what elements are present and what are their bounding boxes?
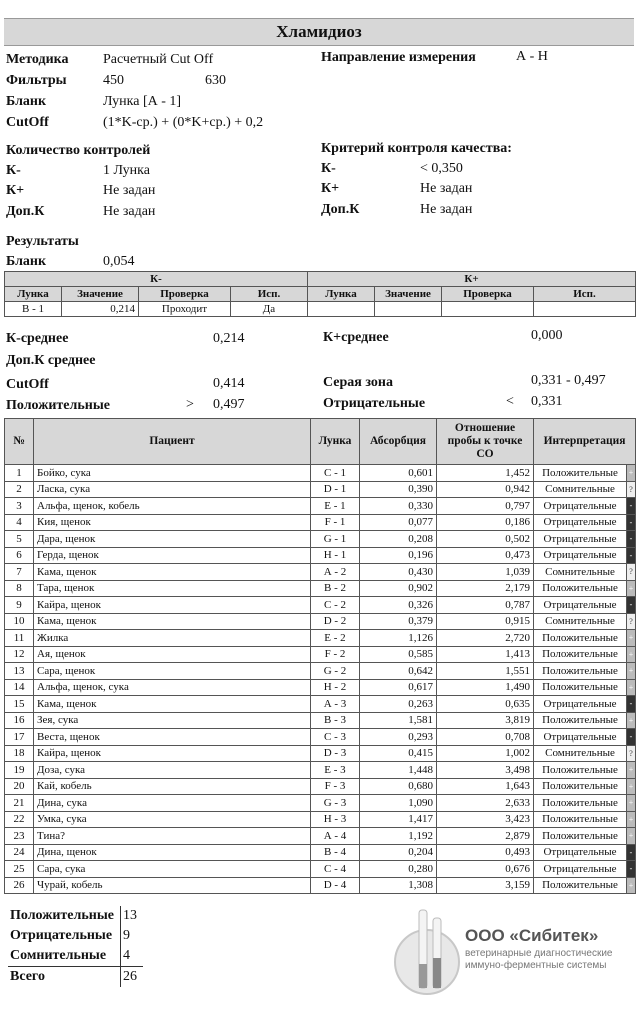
row-interpretation: Положительные (534, 877, 627, 894)
row-well: В - 3 (311, 712, 360, 729)
control-row (5, 302, 636, 317)
row-well: Н - 2 (311, 679, 360, 696)
kplus-avg-value: 0,000 (531, 328, 563, 343)
col-interpretation: Интерпретация (534, 419, 636, 465)
row-patient: Зея, сука (34, 712, 311, 729)
table-row (5, 861, 636, 878)
row-absorbance: 0,585 (360, 646, 437, 663)
company-tagline-2: иммуно-ферментные системы (465, 960, 607, 971)
method-value: Расчетный Cut Off (103, 52, 214, 67)
row-interpretation-indicator: - (627, 861, 636, 878)
row-patient: Ая, щенок (34, 646, 311, 663)
row-absorbance: 0,902 (360, 580, 437, 597)
qc-dopk-label: Доп.К (321, 202, 360, 217)
col-used-kplus: Исп. (534, 287, 636, 302)
row-interpretation-indicator: + (627, 811, 636, 828)
row-ratio: 0,915 (437, 613, 534, 630)
control-group-kplus: К+ (308, 272, 636, 287)
results-table-body (5, 465, 636, 894)
direction-value: А - Н (516, 49, 548, 64)
row-patient: Герда, щенок (34, 547, 311, 564)
row-interpretation: Сомнительные (534, 613, 627, 630)
company-name: ООО «Сибитек» (465, 926, 599, 945)
table-row (5, 844, 636, 861)
row-patient: Альфа, щенок, сука (34, 679, 311, 696)
row-well: В - 4 (311, 844, 360, 861)
summary-table (8, 906, 143, 987)
gray-zone-label: Серая зона (323, 375, 393, 390)
row-well: G - 2 (311, 663, 360, 680)
row-interpretation: Положительные (534, 795, 627, 812)
table-row (5, 630, 636, 647)
row-interpretation: Отрицательные (534, 498, 627, 515)
row-ratio: 1,452 (437, 465, 534, 482)
row-patient: Кама, щенок (34, 564, 311, 581)
row-well: С - 3 (311, 729, 360, 746)
results-heading: Результаты (6, 234, 79, 249)
row-absorbance: 0,196 (360, 547, 437, 564)
row-absorbance: 0,326 (360, 597, 437, 614)
row-interpretation-indicator: - (627, 729, 636, 746)
row-absorbance: 0,379 (360, 613, 437, 630)
row-absorbance: 0,601 (360, 465, 437, 482)
qc-kplus-label: К+ (321, 181, 340, 196)
row-ratio: 0,502 (437, 531, 534, 548)
row-well: D - 2 (311, 613, 360, 630)
stats-cutoff-label: CutOff (6, 377, 49, 392)
row-interpretation: Отрицательные (534, 844, 627, 861)
row-interpretation-indicator: ? (627, 613, 636, 630)
row-ratio: 1,413 (437, 646, 534, 663)
row-interpretation: Положительные (534, 663, 627, 680)
row-well: А - 2 (311, 564, 360, 581)
row-absorbance: 1,090 (360, 795, 437, 812)
row-interpretation-indicator: + (627, 828, 636, 845)
blank-label: Бланк (6, 94, 47, 109)
summary-pos-label: Положительные (10, 908, 114, 923)
row-patient: Сара, щенок (34, 663, 311, 680)
table-row (5, 597, 636, 614)
summary-pos-value: 13 (121, 906, 144, 926)
table-row (5, 498, 636, 515)
row-interpretation: Положительные (534, 811, 627, 828)
row-patient: Сара, сука (34, 861, 311, 878)
row-patient: Кама, щенок (34, 696, 311, 713)
filter-1-value: 450 (103, 73, 124, 88)
row-number: 1 (5, 465, 34, 482)
row-interpretation-indicator: - (627, 844, 636, 861)
row-well: С - 4 (311, 861, 360, 878)
row-absorbance: 0,415 (360, 745, 437, 762)
row-ratio: 0,676 (437, 861, 534, 878)
row-absorbance: 0,642 (360, 663, 437, 680)
row-patient: Дина, щенок (34, 844, 311, 861)
row-ratio: 2,633 (437, 795, 534, 812)
table-row (5, 795, 636, 812)
row-interpretation: Отрицательные (534, 696, 627, 713)
row-number: 20 (5, 778, 34, 795)
kplus-label: К+ (6, 183, 25, 198)
positive-threshold-label: Положительные (6, 398, 110, 413)
row-interpretation-indicator: - (627, 514, 636, 531)
row-well: Н - 3 (311, 811, 360, 828)
row-number: 22 (5, 811, 34, 828)
table-row (5, 531, 636, 548)
row-number: 9 (5, 597, 34, 614)
row-patient: Кама, щенок (34, 613, 311, 630)
row-well: F - 3 (311, 778, 360, 795)
row-number: 24 (5, 844, 34, 861)
row-interpretation-indicator: + (627, 795, 636, 812)
row-patient: Жилка (34, 630, 311, 647)
summary-neg-label: Отрицательные (10, 928, 113, 943)
negative-threshold-sign: < (506, 394, 514, 409)
row-patient: Дина, сука (34, 795, 311, 812)
row-patient: Доза, сука (34, 762, 311, 779)
cutoff-formula: (1*K-ср.) + (0*K+ср.) + 0,2 (103, 115, 264, 130)
row-interpretation-indicator: ? (627, 564, 636, 581)
summary-neg-value: 9 (121, 926, 144, 946)
cutoff-label: CutOff (6, 115, 49, 130)
table-row (5, 580, 636, 597)
table-row (5, 778, 636, 795)
col-value-kminus: Значение (62, 287, 139, 302)
row-interpretation-indicator: - (627, 498, 636, 515)
table-row (5, 877, 636, 894)
row-well: С - 2 (311, 597, 360, 614)
row-interpretation-indicator: ? (627, 481, 636, 498)
row-ratio: 1,039 (437, 564, 534, 581)
row-interpretation-indicator: + (627, 762, 636, 779)
row-number: 4 (5, 514, 34, 531)
gray-zone-value: 0,331 - 0,497 (531, 373, 606, 388)
method-label: Методика (6, 52, 69, 67)
row-interpretation-indicator: + (627, 580, 636, 597)
control-value: 0,214 (62, 302, 139, 317)
row-absorbance: 0,204 (360, 844, 437, 861)
row-well: D - 3 (311, 745, 360, 762)
row-absorbance: 1,308 (360, 877, 437, 894)
row-ratio: 3,498 (437, 762, 534, 779)
row-interpretation: Положительные (534, 646, 627, 663)
row-interpretation: Положительные (534, 580, 627, 597)
row-absorbance: 1,581 (360, 712, 437, 729)
table-row (5, 547, 636, 564)
kminus-avg-value: 0,214 (213, 331, 245, 346)
row-ratio: 3,819 (437, 712, 534, 729)
positive-threshold-value: 0,497 (213, 397, 245, 412)
company-tagline-1: ветеринарные диагностические (465, 948, 613, 959)
row-interpretation: Положительные (534, 712, 627, 729)
control-well: В - 1 (5, 302, 62, 317)
col-used-kminus: Исп. (231, 287, 308, 302)
row-interpretation: Сомнительные (534, 481, 627, 498)
results-blank-label: Бланк (6, 254, 47, 269)
kplus-value: Не задан (103, 183, 156, 198)
row-ratio: 2,720 (437, 630, 534, 647)
row-patient: Кия, щенок (34, 514, 311, 531)
row-absorbance: 0,077 (360, 514, 437, 531)
row-ratio: 0,186 (437, 514, 534, 531)
row-number: 15 (5, 696, 34, 713)
table-row (5, 729, 636, 746)
qc-dopk-value: Не задан (420, 202, 473, 217)
row-number: 6 (5, 547, 34, 564)
row-number: 5 (5, 531, 34, 548)
kminus-label: К- (6, 163, 21, 178)
row-number: 19 (5, 762, 34, 779)
table-row (5, 712, 636, 729)
row-ratio: 0,635 (437, 696, 534, 713)
row-interpretation: Отрицательные (534, 729, 627, 746)
negative-threshold-value: 0,331 (531, 394, 563, 409)
row-interpretation: Сомнительные (534, 564, 627, 581)
row-number: 26 (5, 877, 34, 894)
blank-well-value: Лунка [А - 1] (103, 94, 182, 109)
row-absorbance: 1,126 (360, 630, 437, 647)
row-ratio: 0,942 (437, 481, 534, 498)
row-well: G - 1 (311, 531, 360, 548)
negative-threshold-label: Отрицательные (323, 396, 426, 411)
table-row (5, 465, 636, 482)
row-interpretation: Отрицательные (534, 531, 627, 548)
document-title: Хламидиоз (4, 18, 634, 46)
row-ratio: 0,708 (437, 729, 534, 746)
row-well: D - 4 (311, 877, 360, 894)
row-number: 16 (5, 712, 34, 729)
row-well: G - 3 (311, 795, 360, 812)
row-patient: Дара, щенок (34, 531, 311, 548)
table-row (5, 564, 636, 581)
row-well: Н - 1 (311, 547, 360, 564)
positive-threshold-sign: > (186, 397, 194, 412)
row-number: 25 (5, 861, 34, 878)
row-patient: Альфа, щенок, кобель (34, 498, 311, 515)
row-number: 11 (5, 630, 34, 647)
row-interpretation-indicator: ? (627, 745, 636, 762)
row-well: А - 3 (311, 696, 360, 713)
dopk-avg-label: Доп.К среднее (6, 353, 96, 368)
row-number: 18 (5, 745, 34, 762)
row-patient: Веста, щенок (34, 729, 311, 746)
col-well: Лунка (311, 419, 360, 465)
row-well: Е - 1 (311, 498, 360, 515)
row-interpretation-indicator: - (627, 597, 636, 614)
dopk-value: Не задан (103, 204, 156, 219)
row-number: 7 (5, 564, 34, 581)
filters-label: Фильтры (6, 73, 67, 88)
table-row (5, 613, 636, 630)
row-well: F - 1 (311, 514, 360, 531)
row-patient: Тара, щенок (34, 580, 311, 597)
row-ratio: 1,002 (437, 745, 534, 762)
row-interpretation: Положительные (534, 465, 627, 482)
col-check-kminus: Проверка (139, 287, 231, 302)
row-absorbance: 0,280 (360, 861, 437, 878)
row-interpretation: Положительные (534, 828, 627, 845)
row-interpretation: Отрицательные (534, 597, 627, 614)
row-interpretation-indicator: - (627, 531, 636, 548)
row-absorbance: 0,263 (360, 696, 437, 713)
row-well: Е - 2 (311, 630, 360, 647)
row-number: 14 (5, 679, 34, 696)
col-value-kplus: Значение (375, 287, 442, 302)
row-absorbance: 1,192 (360, 828, 437, 845)
row-interpretation: Положительные (534, 762, 627, 779)
row-ratio: 2,179 (437, 580, 534, 597)
row-patient: Бойко, сука (34, 465, 311, 482)
stats-cutoff-value: 0,414 (213, 376, 245, 391)
flask-logo-icon (385, 904, 475, 1004)
row-ratio: 0,493 (437, 844, 534, 861)
row-number: 21 (5, 795, 34, 812)
row-ratio: 3,159 (437, 877, 534, 894)
row-absorbance: 0,330 (360, 498, 437, 515)
row-patient: Чурай, кобель (34, 877, 311, 894)
row-number: 12 (5, 646, 34, 663)
control-group-kminus: К- (5, 272, 308, 287)
direction-label: Направление измерения (321, 50, 476, 65)
row-number: 17 (5, 729, 34, 746)
row-interpretation: Положительные (534, 778, 627, 795)
row-number: 3 (5, 498, 34, 515)
row-absorbance: 0,390 (360, 481, 437, 498)
row-number: 8 (5, 580, 34, 597)
row-interpretation-indicator: + (627, 465, 636, 482)
row-number: 23 (5, 828, 34, 845)
row-absorbance: 0,680 (360, 778, 437, 795)
row-absorbance: 0,208 (360, 531, 437, 548)
row-ratio: 3,423 (437, 811, 534, 828)
summary-total-value: 26 (121, 967, 144, 988)
results-blank-value: 0,054 (103, 254, 135, 269)
row-absorbance: 0,293 (360, 729, 437, 746)
table-row (5, 762, 636, 779)
row-well: А - 4 (311, 828, 360, 845)
col-patient: Пациент (34, 419, 311, 465)
row-interpretation: Отрицательные (534, 861, 627, 878)
filter-2-value: 630 (205, 73, 226, 88)
controls-count-heading: Количество контролей (6, 143, 151, 158)
row-patient: Кайра, щенок (34, 597, 311, 614)
dopk-label: Доп.К (6, 204, 45, 219)
control-table (4, 271, 636, 317)
row-interpretation-indicator: - (627, 547, 636, 564)
company-logo (385, 904, 635, 1014)
table-row (5, 811, 636, 828)
col-well-kplus: Лунка (308, 287, 375, 302)
row-well: F - 2 (311, 646, 360, 663)
row-well: В - 2 (311, 580, 360, 597)
row-number: 10 (5, 613, 34, 630)
row-interpretation: Сомнительные (534, 745, 627, 762)
row-ratio: 1,551 (437, 663, 534, 680)
kplus-avg-label: К+среднее (323, 330, 389, 345)
row-absorbance: 0,430 (360, 564, 437, 581)
row-interpretation-indicator: + (627, 646, 636, 663)
row-well: D - 1 (311, 481, 360, 498)
row-absorbance: 1,417 (360, 811, 437, 828)
row-interpretation: Положительные (534, 679, 627, 696)
row-ratio: 0,473 (437, 547, 534, 564)
col-absorbance: Абсорбция (360, 419, 437, 465)
row-ratio: 0,797 (437, 498, 534, 515)
row-ratio: 2,879 (437, 828, 534, 845)
row-interpretation-indicator: + (627, 877, 636, 894)
row-interpretation-indicator: + (627, 778, 636, 795)
col-check-kplus: Проверка (442, 287, 534, 302)
col-well-kminus: Лунка (5, 287, 62, 302)
row-interpretation: Отрицательные (534, 547, 627, 564)
qc-kminus-value: < 0,350 (420, 161, 463, 176)
table-row (5, 828, 636, 845)
row-interpretation-indicator: + (627, 679, 636, 696)
qc-kminus-label: К- (321, 161, 336, 176)
row-interpretation-indicator: + (627, 712, 636, 729)
kminus-value: 1 Лунка (103, 163, 150, 178)
row-interpretation-indicator: + (627, 663, 636, 680)
table-row (5, 514, 636, 531)
row-number: 13 (5, 663, 34, 680)
row-patient: Ласка, сука (34, 481, 311, 498)
row-well: С - 1 (311, 465, 360, 482)
row-absorbance: 1,448 (360, 762, 437, 779)
row-patient: Умка, сука (34, 811, 311, 828)
table-row (5, 646, 636, 663)
qc-heading: Критерий контроля качества: (321, 141, 512, 156)
row-number: 2 (5, 481, 34, 498)
row-interpretation: Положительные (534, 630, 627, 647)
row-ratio: 1,490 (437, 679, 534, 696)
col-num: № (5, 419, 34, 465)
row-interpretation-indicator: - (627, 696, 636, 713)
table-row (5, 481, 636, 498)
row-ratio: 0,787 (437, 597, 534, 614)
row-patient: Кайра, щенок (34, 745, 311, 762)
summary-dbt-value: 4 (121, 946, 144, 967)
row-interpretation-indicator: + (627, 630, 636, 647)
col-ratio: Отношение пробы к точке СО (437, 419, 534, 465)
row-patient: Кай, кобель (34, 778, 311, 795)
results-table (4, 418, 636, 894)
control-used: Да (231, 302, 308, 317)
row-interpretation: Отрицательные (534, 514, 627, 531)
summary-dbt-label: Сомнительные (10, 948, 107, 963)
row-well: Е - 3 (311, 762, 360, 779)
kminus-avg-label: К-среднее (6, 331, 69, 346)
qc-kplus-value: Не задан (420, 181, 473, 196)
table-row (5, 663, 636, 680)
control-check: Проходит (139, 302, 231, 317)
row-absorbance: 0,617 (360, 679, 437, 696)
table-row (5, 745, 636, 762)
table-row (5, 679, 636, 696)
row-ratio: 1,643 (437, 778, 534, 795)
row-patient: Тина? (34, 828, 311, 845)
table-row (5, 696, 636, 713)
summary-total-label: Всего (8, 967, 121, 988)
